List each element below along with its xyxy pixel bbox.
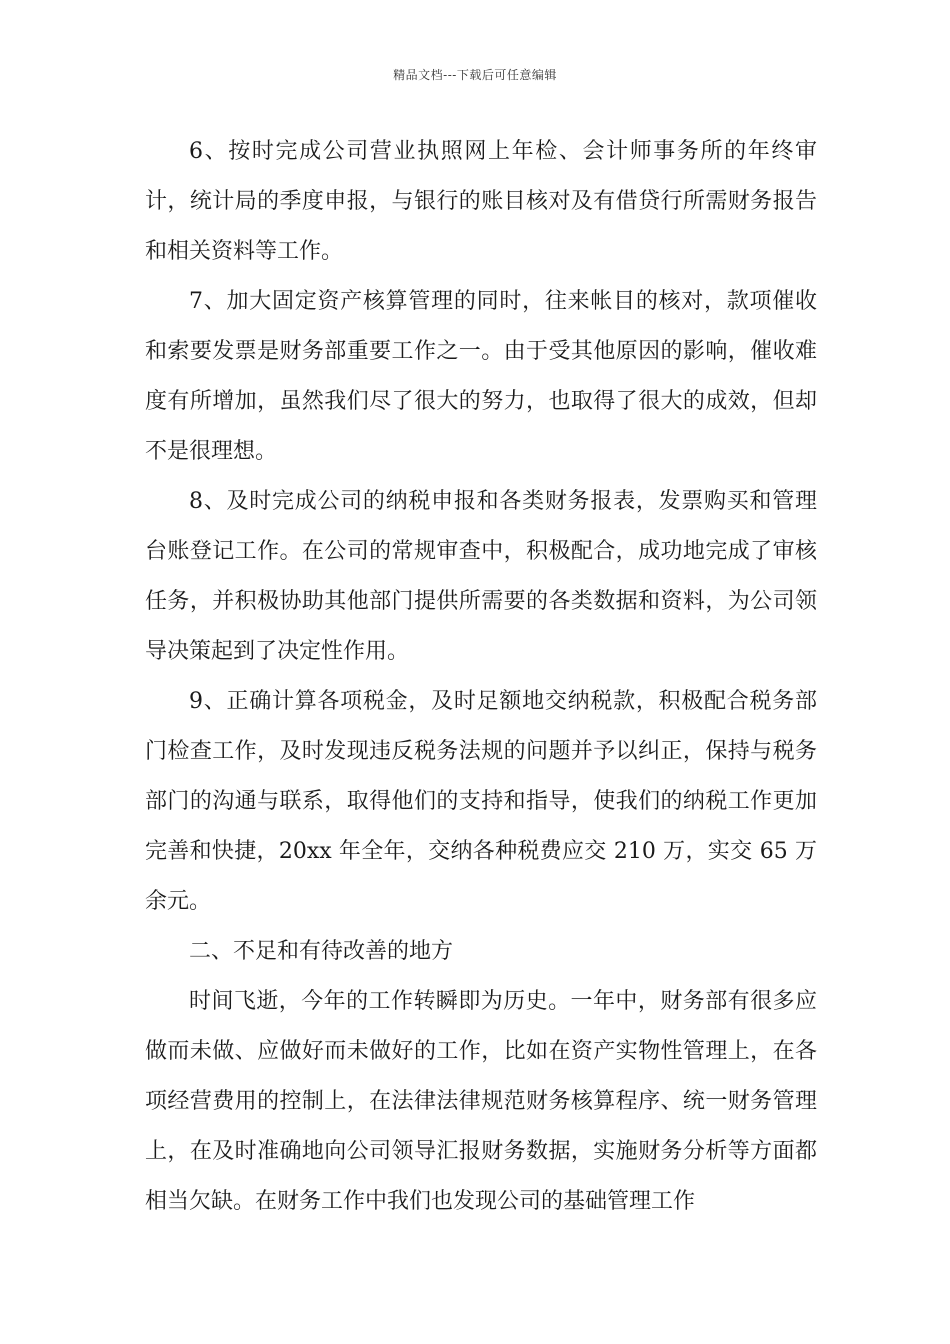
paragraph-item-8: 8、及时完成公司的纳税申报和各类财务报表，发票购买和管理台账登记工作。在公司的常规审查中，积极配合，成功地完成了审核任务，并积极协助其他部门提供所需要的各类数据和资料，为公司领导决策起到了决定性作用。	[145, 489, 817, 664]
section-heading: 二、不足和有待改善的地方	[189, 939, 454, 964]
paragraph-item-6: 6、按时完成公司营业执照网上年检、会计师事务所的年终审计，统计局的季度申报，与银行的账目核对及有借贷行所需财务报告和相关资料等工作。	[145, 139, 817, 264]
paragraph-item-7: 7、加大固定资产核算管理的同时，往来帐目的核对，款项催收和索要发票是财务部重要工作之一。由于受其他原因的影响，催收难度有所增加，虽然我们尽了很大的努力，也取得了很大的成效，但却不是很理想。	[145, 289, 817, 464]
paragraph-shortcomings: 时间飞逝，今年的工作转瞬即为历史。一年中，财务部有很多应做而未做、应做好而未做好的工作，比如在资产实物性管理上，在各项经营费用的控制上，在法律法律规范财务核算程序、统一财务管理上，在及时准确地向公司领导汇报财务数据，实施财务分析等方面都相当欠缺。在财务工作中我们也发现公司的基础管理工作	[145, 989, 817, 1214]
page-header: 精品文档---下载后可任意编辑	[393, 68, 557, 82]
paragraph-item-9: 9、正确计算各项税金，及时足额地交纳税款，积极配合税务部门检查工作，及时发现违反税务法规的问题并予以纠正，保持与税务部门的沟通与联系，取得他们的支持和指导，使我们的纳税工作更加完善和快捷，20xx 年全年，交纳各种税费应交 210 万，实交 65 万余元。	[145, 689, 817, 914]
document-body	[145, 127, 817, 1227]
